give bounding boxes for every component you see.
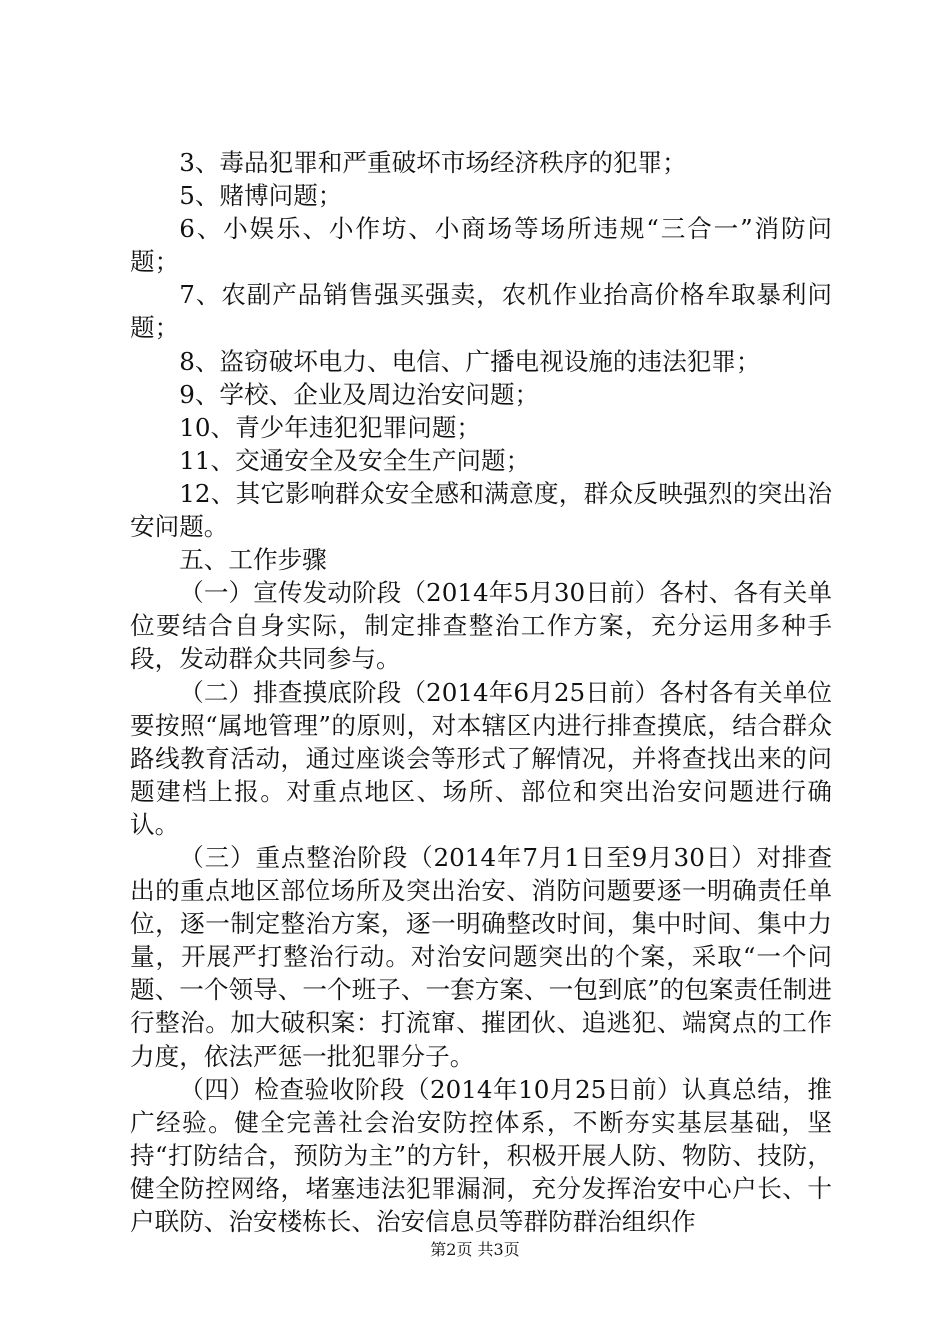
- paragraph: 6、小娱乐、小作坊、小商场等场所违规“三合一”消防问题；: [130, 214, 832, 277]
- paragraph: 5、赌博问题；: [179, 181, 343, 211]
- paragraph: （四）检查验收阶段（2014年10月25日前）认真总结，推广经验。健全完善社会治安防控体系，不断夯实基层基础，坚持“打防结合，预防为主”的方针，积极开展人防、物防、技防，健全防控网络，堵塞违法犯罪漏洞，充分发挥治安中心户长、十户联防、治安楼栋长、治安信息员等群防群治组织作: [130, 1074, 832, 1236]
- paragraph: 10、青少年违犯犯罪问题；: [179, 412, 482, 442]
- paragraph: 8、盗窃破坏电力、电信、广播电视设施的违法犯罪；: [179, 346, 761, 376]
- paragraph: 12、其它影响群众安全感和满意度，群众反映强烈的突出治安问题。: [130, 478, 832, 542]
- page-footer: [0, 1240, 950, 1260]
- section-heading: 五、工作步骤: [179, 545, 327, 575]
- paragraph: （二）排查摸底阶段（2014年6月25日前）各村各有关单位要按照“属地管理”的原则，对本辖区内进行排查摸底，结合群众路线教育活动，通过座谈会等形式了解情况，并将查找出来的问题建档上报。对重点地区、场所、部位和突出治安问题进行确认。: [130, 677, 832, 839]
- paragraph: （三）重点整治阶段（2014年7月1日至9月30日）对排查出的重点地区部位场所及突出治安、消防问题要逐一明确责任单位，逐一制定整治方案，逐一明确整改时间，集中时间、集中力量，开展严打整治行动。对治安问题突出的个案，采取“一个问题、一个领导、一个班子、一套方案、一包到底”的包案责任制进行整治。加大破积案：打流窜、摧团伙、追逃犯、端窝点的工作力度，依法严惩一批犯罪分子。: [130, 842, 832, 1071]
- paragraph: 9、学校、企业及周边治安问题；: [179, 379, 540, 409]
- paragraph: 11、交通安全及安全生产问题；: [179, 445, 531, 475]
- paragraph: （一）宣传发动阶段（2014年5月30日前）各村、各有关单位要结合自身实际，制定排查整治工作方案，充分运用多种手段，发动群众共同参与。: [130, 578, 832, 674]
- paragraph: 7、农副产品销售强买强卖，农机作业抬高价格牟取暴利问题；: [130, 280, 832, 343]
- document-body: [130, 146, 832, 1238]
- paragraph: 3、毒品犯罪和严重破坏市场经济秩序的犯罪；: [179, 148, 687, 177]
- page-number: 第2页 共3页: [430, 1240, 520, 1259]
